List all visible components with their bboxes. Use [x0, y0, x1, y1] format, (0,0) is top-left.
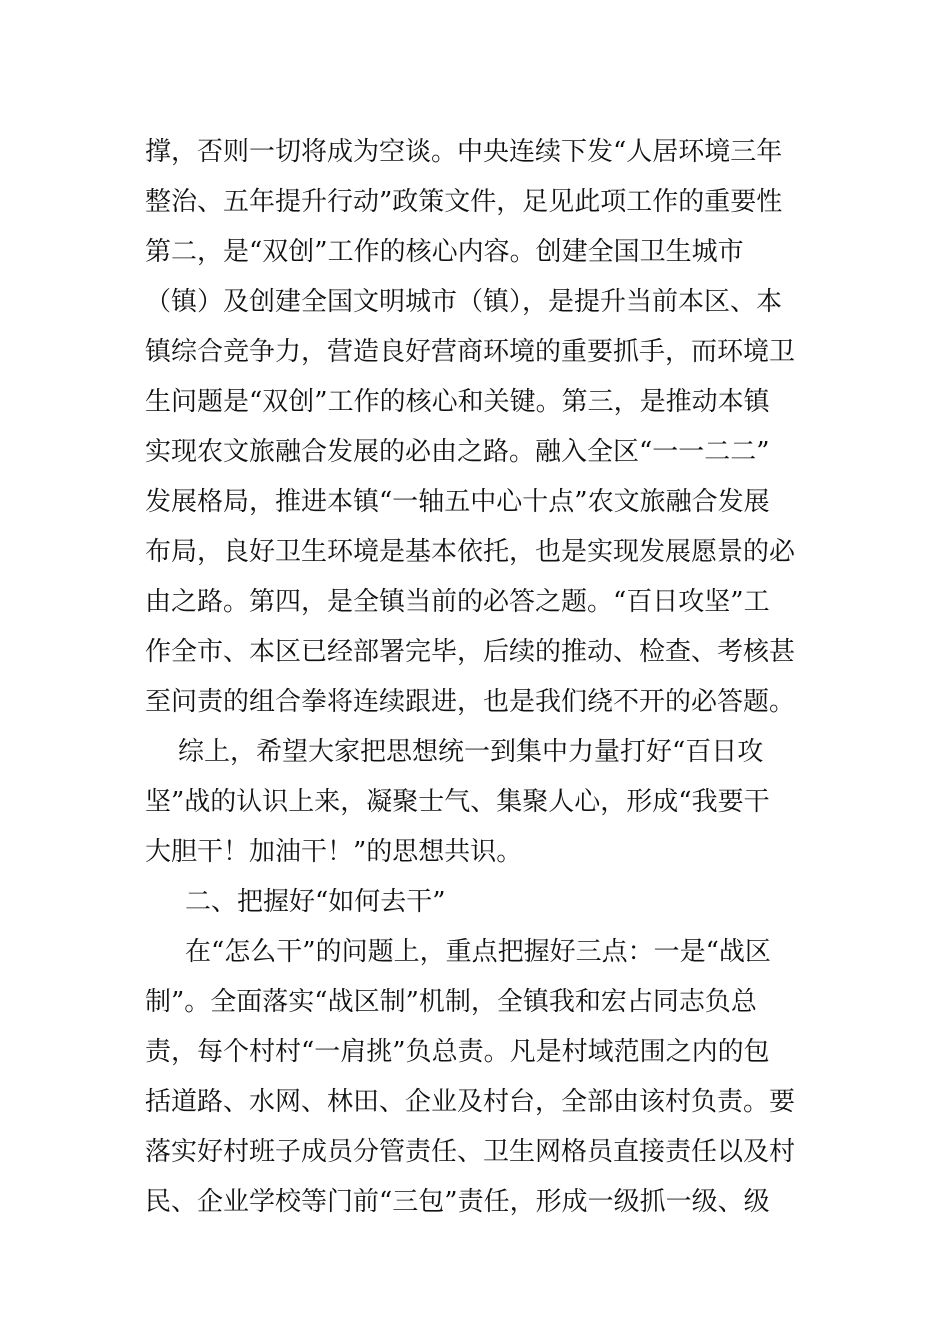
text-line: 民、企业学校等门前“三包”责任，形成一级抓一级、级 [145, 1187, 770, 1217]
text-line: 责，每个村村“一肩挑”负总责。凡是村域范围之内的包 [145, 1037, 770, 1067]
paragraph-first-line: 在“怎么干”的问题上，重点把握好三点：一是“战区 [185, 937, 771, 967]
text-line: 大胆干！加油干！”的思想共识。 [145, 837, 523, 867]
text-line: 括道路、水网、林田、企业及村台，全部由该村负责。要 [145, 1087, 796, 1117]
paragraph-first-line: 综上，希望大家把思想统一到集中力量打好“百日攻 [178, 737, 764, 767]
text-line: 作全市、本区已经部署完毕，后续的推动、检查、考核甚 [145, 637, 796, 667]
text-line: 发展格局，推进本镇“一轴五中心十点”农文旅融合发展 [145, 487, 770, 517]
text-line: 镇综合竞争力，营造良好营商环境的重要抓手，而环境卫 [145, 337, 796, 367]
text-line: 坚”战的认识上来，凝聚士气、集聚人心，形成“我要干 [145, 787, 770, 817]
text-line: 整治、五年提升行动”政策文件，足见此项工作的重要性 [145, 187, 783, 217]
text-line: 由之路。第四，是全镇当前的必答之题。“百日攻坚”工 [145, 587, 770, 617]
text-line: 至问责的组合拳将连续跟进，也是我们绕不开的必答题。 [145, 687, 796, 717]
text-line: 生问题是“双创”工作的核心和关键。第三，是推动本镇 [145, 387, 770, 417]
text-line: 实现农文旅融合发展的必由之路。融入全区“一一二二” [145, 437, 770, 467]
text-line: 撑，否则一切将成为空谈。中央连续下发“人居环境三年 [145, 137, 783, 167]
text-line: 布局，良好卫生环境是基本依托，也是实现发展愿景的必 [145, 537, 796, 567]
text-line: （镇）及创建全国文明城市（镇），是提升当前本区、本 [145, 287, 783, 317]
text-line: 第二，是“双创”工作的核心内容。创建全国卫生城市 [145, 237, 744, 267]
text-line: 落实好村班子成员分管责任、卫生网格员直接责任以及村 [145, 1137, 796, 1167]
text-line: 制”。全面落实“战区制”机制，全镇我和宏占同志负总 [145, 987, 757, 1017]
section-heading: 二、把握好“如何去干” [185, 887, 446, 917]
